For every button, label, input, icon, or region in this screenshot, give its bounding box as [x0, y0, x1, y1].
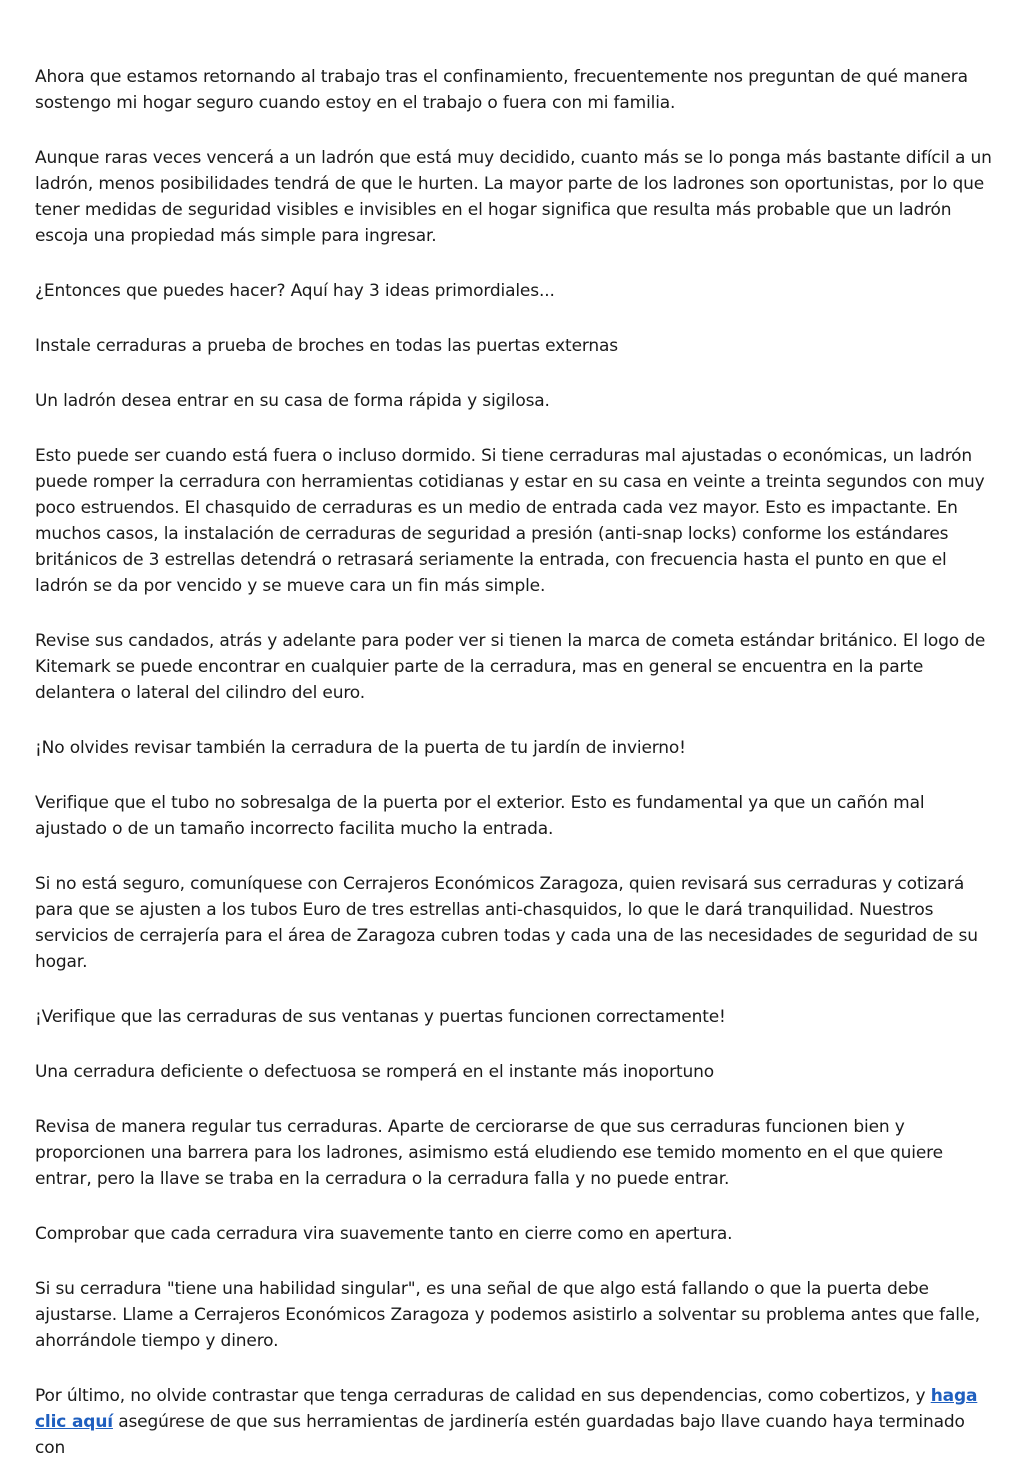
paragraph-tip-heading-2: ¡Verifique que las cerraduras de sus ventanas y puertas funcionen correctamente!: [35, 1007, 726, 1027]
paragraph-tip-heading-1: Instale cerraduras a prueba de broches en todas las puertas externas: [35, 336, 619, 356]
paragraph-smooth-turn: Comprobar que cada cerradura vira suavemente tanto en cierre como en apertura.: [35, 1224, 733, 1244]
paragraph-contact-locksmith: Si no está seguro, comuníquese con Cerrajeros Económicos Zaragoza, quien revisará sus cerraduras y cotizará para que se ajusten a los tubos Euro de tres estrellas anti-chasquidos, lo que le dará tranquilidad. Nuestros servicios de cerrajería para el área de Zaragoza cubren todas y cada una de las necesidades de seguridad de su hogar.: [35, 874, 978, 972]
paragraph-regular-check: Revisa de manera regular tus cerraduras. Aparte de cerciorarse de que sus cerraduras funcionen bien y proporcionen una barrera para los ladrones, asimismo está eludiendo ese temido momento en el que quiere entrar, pero la llave se traba en la cerradura o la cerradura falla y no puede entrar.: [35, 1117, 943, 1189]
paragraph-kitemark: Revise sus candados, atrás y adelante para poder ver si tienen la marca de cometa estándar británico. El logo de Kitemark se puede encontrar en cualquier parte de la cerradura, mas en general se encuentra en la parte delantera o lateral del cilindro del euro.: [35, 631, 986, 703]
paragraph-outbuildings: [35, 1383, 995, 1461]
paragraph-burglar-wants: Un ladrón desea entrar en su casa de forma rápida y sigilosa.: [35, 391, 550, 411]
paragraph-lock-quirk: Si su cerradura "tiene una habilidad singular", es una señal de que algo está fallando o que la puerta debe ajustarse. Llame a Cerrajeros Económicos Zaragoza y podemos asistirlo a solventar su problema antes que falle, ahorrándole tiempo y dinero.: [35, 1279, 980, 1351]
paragraph-intro: Ahora que estamos retornando al trabajo tras el confinamiento, frecuentemente nos preguntan de qué manera sostengo mi hogar seguro cuando estoy en el trabajo o fuera con mi familia.: [35, 67, 968, 113]
paragraph-faulty-lock: Una cerradura deficiente o defectuosa se romperá en el instante más inoportuno: [35, 1062, 715, 1082]
paragraph-cylinder-check: Verifique que el tubo no sobresalga de la puerta por el exterior. Esto es fundamental ya que un cañón mal ajustado o de un tamaño incorrecto facilita mucho la entrada.: [35, 793, 925, 839]
click-here-link[interactable]: haga clic aquí: [35, 1386, 978, 1432]
paragraph-ideas-question: ¿Entonces que puedes hacer? Aquí hay 3 ideas primordiales...: [35, 281, 555, 301]
paragraph-burglar-deterrence: Aunque raras veces vencerá a un ladrón que está muy decidido, cuanto más se lo ponga más bastante difícil a un ladrón, menos posibilidades tendrá de que le hurten. La mayor parte de los ladrones son oportunistas, por lo que tener medidas de seguridad visibles e invisibles en el hogar significa que resulta más probable que un ladrón escoja una propiedad más simple para ingresar.: [35, 148, 992, 246]
paragraph-conservatory-reminder: ¡No olvides revisar también la cerradura de la puerta de tu jardín de invierno!: [35, 738, 686, 758]
outbuildings-text-before: Por último, no olvide contrastar que tenga cerraduras de calidad en sus dependencias, como cobertizos, y: [35, 1386, 931, 1406]
paragraph-lock-snapping: Esto puede ser cuando está fuera o incluso dormido. Si tiene cerraduras mal ajustadas o económicas, un ladrón puede romper la cerradura con herramientas cotidianas y estar en su casa en veinte a treinta segundos con muy poco estruendos. El chasquido de cerraduras es un medio de entrada cada vez mayor. Esto es impactante. En muchos casos, la instalación de cerraduras de seguridad a presión (anti-snap locks) conforme los estándares británicos de 3 estrellas detendrá o retrasará seriamente la entrada, con frecuencia hasta el punto en que el ladrón se da por vencido y se mueve cara un fin más simple.: [35, 446, 985, 596]
outbuildings-text-after: asegúrese de que sus herramientas de jardinería estén guardadas bajo llave cuando haya terminado con: [35, 1412, 965, 1458]
document-body: [35, 64, 995, 1461]
